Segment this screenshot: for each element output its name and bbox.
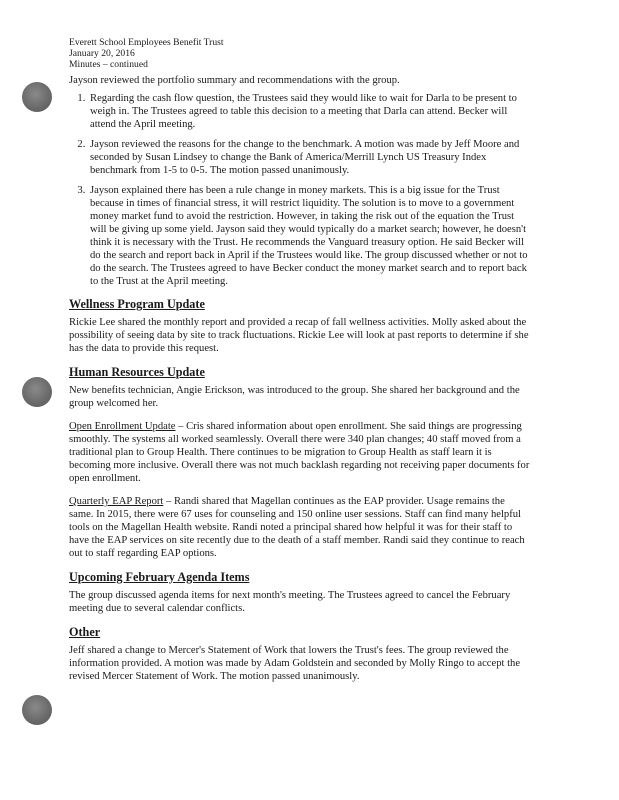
header-date: January 20, 2016	[69, 48, 135, 59]
hr-paragraph: New benefits technician, Angie Erickson, was introduced to the group. She shared her background and the group welcomed her.	[69, 385, 520, 409]
agenda-paragraph: The group discussed agenda items for next month's meeting. The Trustees agreed to cancel the February meeting due to several calendar conflicts.	[69, 590, 511, 614]
header-subtitle: Minutes – continued	[69, 59, 148, 70]
section-heading-wellness: Wellness Program Update	[69, 297, 205, 311]
other-paragraph: Jeff shared a change to Mercer's Statement of Work that lowers the Trust's fees. The group reviewed the information provided. A motion was made by Adam Goldstein and seconded by Molly Ringo to accept the revised Mercer Statement of Work. The motion passed unanimously.	[69, 645, 521, 682]
eap-paragraph	[69, 495, 531, 560]
section-heading-other: Other	[69, 625, 101, 639]
list-item: 3. Jayson explained there has been a rule change in money markets. This is a big issue for the Trust because in times of financial stress, it will restrict liquidity. The solution is to move to a government money market fund to avoid the restriction. However, in taking the risk out of the equation the Trust will be giving up some yield. Jayson said they would typically do a market search; however, he doesn't think it is necessary with the Trust. He recommends the Vanguard treasury option. He said Becker will do the search and report back in April if the Trustees would like. The group discussed whether or not to do the search. The Trustees agreed to have Becker conduct the money market search and to report back to the Trust at the April meeting.	[88, 184, 531, 288]
section-heading-agenda: Upcoming February Agenda Items	[69, 570, 250, 584]
open-enrollment-text: – Cris shared information about open enrollment. She said things are progressing smoothly. The systems all worked seamlessly. Overall there were 340 plan changes; 40 staff moved from a traditional plan to Group Health. There continues to be migration to Group Health as staff learn it is becoming more inclusive. Overall there was not much backlash regarding not receiving paper documents for open enrollment.	[69, 421, 530, 484]
header-org: Everett School Employees Benefit Trust	[69, 37, 224, 48]
binder-hole	[22, 82, 52, 112]
open-enrollment-label: Open Enrollment Update	[69, 421, 176, 432]
wellness-paragraph: Rickie Lee shared the monthly report and provided a recap of fall wellness activities. Molly asked about the possibility of seeing data by site to track fluctuations. Rickie Lee will look at past reports to determine if she has the data to provide this request.	[69, 317, 529, 354]
page-content	[69, 37, 531, 693]
eap-text: – Randi shared that Magellan continues as the EAP provider. Usage remains the same. In 2015, there were 67 uses for counseling and 150 online user sessions. Staff can find many helpful tools on the Magellan Health website. Randi noted a principal shared how helpful it was for their staff to have the EAP services on site recently due to the death of a staff member. Randi said they continue to reach out to staff regarding EAP options.	[69, 496, 525, 559]
open-enrollment-paragraph	[69, 420, 531, 485]
section-heading-hr: Human Resources Update	[69, 365, 205, 379]
intro-paragraph: Jayson reviewed the portfolio summary and recommendations with the group.	[69, 75, 400, 86]
page-header	[69, 37, 531, 70]
binder-hole	[22, 377, 52, 407]
discussion-list	[69, 92, 531, 288]
eap-label: Quarterly EAP Report	[69, 496, 164, 507]
list-item: 1. Regarding the cash flow question, the Trustees said they would like to wait for Darla to be present to weigh in. The Trustees agreed to table this decision to a meeting that Darla can attend. Becker will attend the April meeting.	[88, 92, 531, 131]
binder-hole	[22, 695, 52, 725]
list-item: 2. Jayson reviewed the reasons for the change to the benchmark. A motion was made by Jeff Moore and seconded by Susan Lindsey to change the Bank of America/Merrill Lynch US Treasury Index benchmark from 1-5 to 0-5. The motion passed unanimously.	[88, 138, 531, 177]
